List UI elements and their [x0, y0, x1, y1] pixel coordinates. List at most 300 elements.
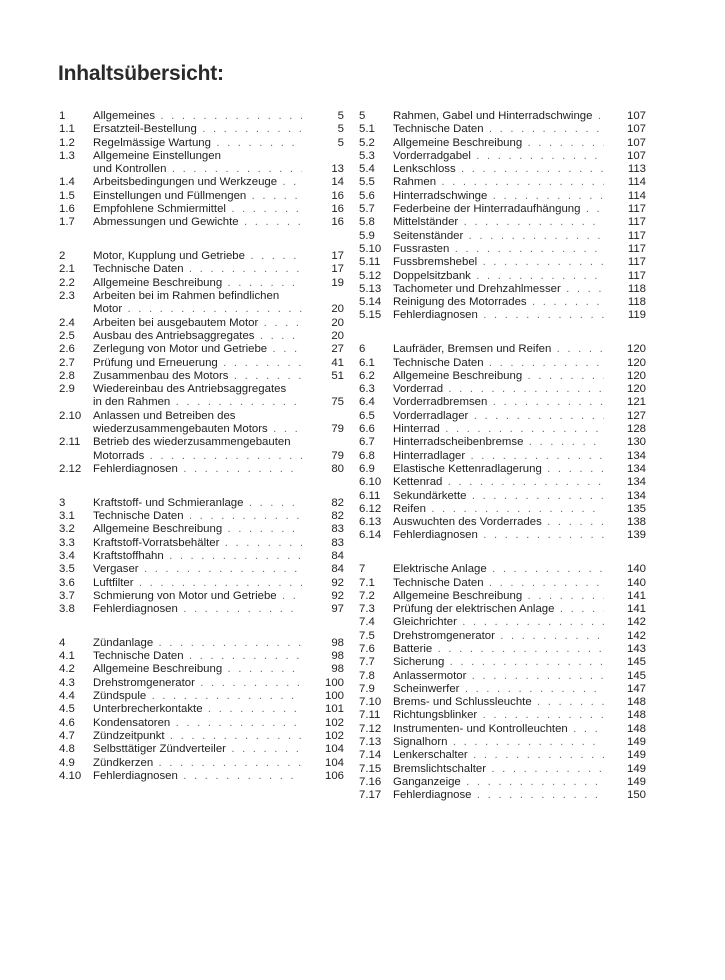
toc-entry-number: 5.4	[359, 163, 375, 176]
toc-entry-title: Technische Daten . . .	[393, 577, 604, 590]
toc-entry-number: 4.9	[59, 756, 75, 769]
toc-entry	[56, 290, 344, 317]
toc-entry	[56, 137, 344, 150]
toc-entry-page: 140	[626, 576, 646, 589]
toc-entry-page: 141	[626, 589, 646, 602]
toc-entry	[356, 590, 646, 603]
toc-entry-title: Zündkerzen . . .	[93, 757, 302, 770]
toc-entry-number: 5.7	[359, 203, 375, 216]
toc-entry-page: 142	[626, 629, 646, 642]
toc-entry	[56, 203, 344, 216]
toc-entry-number: 2.7	[59, 356, 75, 369]
toc-entry-page: 79	[331, 449, 344, 462]
toc-entry-number: 1.7	[59, 216, 75, 229]
toc-entry-title: Reifen . . .	[393, 503, 604, 516]
toc-entry	[356, 283, 646, 296]
toc-entry-number: 1.3	[59, 149, 75, 162]
toc-entry-title: Arbeiten bei ausgebautem Motor . . .	[93, 317, 302, 330]
toc-entry-number: 3.3	[59, 536, 75, 549]
toc-entry	[56, 650, 344, 663]
toc-entry-number: 3.2	[59, 523, 75, 536]
toc-entry	[56, 690, 344, 703]
toc-entry-number: 2.9	[59, 383, 75, 396]
toc-section	[56, 637, 344, 783]
toc-entry-page: 20	[331, 329, 344, 342]
toc-entry-number: 5.5	[359, 176, 375, 189]
toc-entry	[356, 203, 646, 216]
toc-entry-number: 7.14	[359, 749, 382, 762]
toc-entry-number: 7.2	[359, 589, 375, 602]
toc-section	[56, 497, 344, 617]
toc-entry	[56, 436, 344, 463]
toc-entry-title: Empfohlene Schmiermittel . . .	[93, 203, 302, 216]
toc-entry	[356, 176, 646, 189]
toc-entry-page: 127	[626, 409, 646, 422]
toc-entry-title: Allgemeine Einstellungen	[93, 149, 221, 162]
toc-entry	[56, 150, 344, 177]
toc-entry-number: 4.7	[59, 729, 75, 742]
toc-entry-number: 4.2	[59, 663, 75, 676]
toc-entry-page: 107	[626, 136, 646, 149]
toc-entry-number: 2.6	[59, 343, 75, 356]
toc-entry-title: Vorderradlager . . .	[393, 410, 604, 423]
toc-entry-number: 7.5	[359, 629, 375, 642]
toc-entry-page: 84	[331, 549, 344, 562]
toc-section	[356, 343, 646, 542]
toc-entry	[56, 383, 344, 410]
toc-entry-page: 148	[626, 696, 646, 709]
toc-entry-number: 6.4	[359, 396, 375, 409]
toc-entry-title: Fehlerdiagnosen . . .	[393, 529, 604, 542]
toc-entry-title: Prüfung der elektrischen Anlage . . .	[393, 603, 604, 616]
toc-entry-number: 1.4	[59, 176, 75, 189]
toc-entry	[56, 637, 344, 650]
toc-entry-title: Allgemeine Beschreibung . . .	[393, 370, 604, 383]
toc-entry-page: 92	[331, 576, 344, 589]
toc-entry-title: Fehlerdiagnosen . . .	[393, 309, 604, 322]
toc-entry-page: 75	[331, 396, 344, 409]
toc-entry	[356, 696, 646, 709]
toc-entry	[56, 343, 344, 356]
toc-entry	[356, 736, 646, 749]
toc-entry	[56, 110, 344, 123]
toc-entry	[56, 510, 344, 523]
toc-entry	[356, 410, 646, 423]
toc-entry-title: Arbeitsbedingungen und Werkzeuge . . .	[93, 176, 302, 189]
toc-entry	[56, 770, 344, 783]
toc-entry-page: 134	[626, 489, 646, 502]
toc-entry-page: 19	[331, 276, 344, 289]
toc-entry-number: 6.3	[359, 383, 375, 396]
toc-entry-number: 1	[59, 110, 66, 122]
toc-entry-page: 13	[331, 163, 344, 176]
toc-entry-page: 5	[337, 110, 344, 122]
toc-entry-title: Technische Daten . . .	[93, 650, 302, 663]
toc-entry-number: 5	[359, 110, 366, 122]
toc-entry-title: Drehstromgenerator . . .	[93, 677, 302, 690]
toc-entry	[356, 516, 646, 529]
toc-entry-number: 2.4	[59, 316, 75, 329]
toc-entry	[356, 656, 646, 669]
toc-entry-page: 148	[626, 709, 646, 722]
toc-entry-title: Zerlegung von Motor und Getriebe . . .	[93, 343, 302, 356]
toc-entry-page: 134	[626, 462, 646, 475]
toc-entry	[56, 523, 344, 536]
toc-entry-title: Allgemeine Beschreibung . . .	[93, 663, 302, 676]
toc-entry-title: Fehlerdiagnosen . . .	[93, 463, 302, 476]
toc-entry-title: Kraftstoff-Vorratsbehälter . . .	[93, 537, 302, 550]
toc-entry-title: Vergaser . . .	[93, 563, 302, 576]
toc-entry-page: 147	[626, 682, 646, 695]
toc-entry	[356, 436, 646, 449]
toc-entry-number: 7.17	[359, 789, 382, 802]
toc-entry	[356, 563, 646, 576]
toc-entry	[356, 577, 646, 590]
toc-entry-number: 5.12	[359, 269, 382, 282]
toc-entry-page: 20	[331, 303, 344, 316]
toc-entry-title: Hinterradlager . . .	[393, 450, 604, 463]
toc-entry	[356, 309, 646, 322]
toc-entry	[56, 463, 344, 476]
toc-entry-number: 6.14	[359, 529, 382, 542]
toc-entry-number: 7.11	[359, 709, 381, 722]
toc-entry	[356, 749, 646, 762]
toc-entry-title: Fehlerdiagnosen . . .	[93, 603, 302, 616]
toc-entry	[56, 663, 344, 676]
toc-entry	[356, 503, 646, 516]
toc-entry	[356, 163, 646, 176]
toc-entry-title: Signalhorn . . .	[393, 736, 604, 749]
toc-entry-title: Technische Daten . . .	[93, 263, 302, 276]
toc-entry-page: 117	[627, 242, 646, 255]
page-title: Inhaltsübersicht:	[58, 62, 224, 85]
toc-entry-number: 6	[359, 343, 366, 356]
toc-entry-title: Rahmen, Gabel und Hinterradschwinge . . .	[393, 110, 604, 123]
toc-entry-number: 2.11	[59, 436, 81, 449]
toc-entry	[356, 709, 646, 722]
toc-entry	[356, 357, 646, 370]
toc-entry-title: Unterbrecherkontakte . . .	[93, 703, 302, 716]
toc-entry-number: 4.1	[59, 650, 75, 663]
toc-entry-number: 6.8	[359, 449, 375, 462]
toc-entry-number: 7.1	[359, 576, 375, 589]
toc-entry-page: 145	[626, 656, 646, 669]
toc-entry-page: 5	[337, 123, 344, 136]
toc-entry-title: Zündanlage . . .	[93, 637, 302, 650]
toc-entry	[356, 230, 646, 243]
toc-entry-title: Selbsttätiger Zündverteiler . . .	[93, 743, 302, 756]
toc-entry-number: 5.15	[359, 309, 382, 322]
toc-entry-title: Seitenständer . . .	[393, 230, 604, 243]
toc-entry-number: 2.1	[59, 263, 75, 276]
toc-entry-page: 102	[324, 716, 344, 729]
toc-entry-page: 107	[626, 123, 646, 136]
toc-entry-page: 134	[626, 476, 646, 489]
toc-entry-number: 4.8	[59, 743, 75, 756]
toc-column-right	[356, 110, 646, 823]
toc-entry-title: Ganganzeige . . .	[393, 776, 604, 789]
toc-entry-number: 3	[59, 496, 66, 509]
toc-entry	[356, 423, 646, 436]
toc-entry-page: 150	[626, 789, 646, 802]
toc-entry-page: 117	[627, 203, 646, 216]
toc-entry-page: 149	[626, 762, 646, 775]
toc-entry-title: Zündzeitpunkt . . .	[93, 730, 302, 743]
toc-entry-number: 3.8	[59, 603, 75, 616]
toc-entry	[56, 677, 344, 690]
toc-entry-page: 149	[626, 736, 646, 749]
toc-entry	[356, 343, 646, 356]
toc-entry-number: 3.7	[59, 589, 75, 602]
toc-section	[356, 110, 646, 323]
toc-entry-title: Drehstromgenerator . . .	[393, 630, 604, 643]
toc-entry-page: 16	[331, 203, 344, 216]
toc-entry-page: 84	[331, 563, 344, 576]
toc-entry	[356, 137, 646, 150]
toc-entry-number: 6.1	[359, 356, 375, 369]
toc-entry	[56, 317, 344, 330]
toc-entry-title: Hinterradscheibenbremse . . .	[393, 436, 604, 449]
toc-entry	[356, 616, 646, 629]
toc-entry	[356, 450, 646, 463]
toc-entry-page: 79	[331, 423, 344, 436]
toc-entry	[56, 216, 344, 229]
toc-entry-page: 120	[626, 383, 646, 396]
toc-entry-title: Allgemeine Beschreibung . . .	[393, 590, 604, 603]
toc-entry-number: 5.14	[359, 296, 382, 309]
toc-entry-number: 4.10	[59, 769, 82, 782]
toc-entry	[356, 463, 646, 476]
toc-entry-page: 92	[331, 589, 344, 602]
toc-entry-page: 119	[627, 309, 646, 322]
toc-entry-number: 7.8	[359, 669, 375, 682]
toc-entry-title: Richtungsblinker . . .	[393, 709, 604, 722]
toc-entry	[56, 757, 344, 770]
toc-entry-title: Fussbremshebel . . .	[393, 256, 604, 269]
toc-entry-number: 6.12	[359, 502, 382, 515]
toc-entry-page: 117	[627, 256, 646, 269]
toc-entry-title: Anlassen und Betreiben des	[93, 409, 236, 422]
toc-entry-title: Schmierung von Motor und Getriebe . . .	[93, 590, 302, 603]
toc-entry-title: Allgemeine Beschreibung . . .	[393, 137, 604, 150]
toc-entry-page: 113	[627, 163, 646, 176]
toc-entry	[356, 190, 646, 203]
toc-entry-title: Tachometer und Drehzahlmesser . . .	[393, 283, 604, 296]
toc-entry	[356, 763, 646, 776]
toc-entry-page: 5	[337, 136, 344, 149]
toc-entry-number: 2	[59, 250, 66, 263]
toc-entry-number: 1.1	[59, 123, 75, 136]
toc-entry	[56, 590, 344, 603]
toc-entry-title: Gleichrichter . . .	[393, 616, 604, 629]
toc-entry-title: Motorrads . . .	[93, 450, 302, 463]
toc-entry-number: 5.10	[359, 242, 382, 255]
toc-entry	[356, 370, 646, 383]
toc-entry-number: 2.12	[59, 462, 82, 475]
toc-entry-title: Reinigung des Motorrades . . .	[393, 296, 604, 309]
toc-entry-number: 5.13	[359, 282, 382, 295]
toc-entry-number: 7.10	[359, 696, 382, 709]
toc-entry	[356, 216, 646, 229]
toc-entry	[356, 296, 646, 309]
toc-entry-title: Brems- und Schlussleuchte . . .	[393, 696, 604, 709]
toc-entry-page: 148	[626, 722, 646, 735]
toc-entry-title: Ersatzteil-Bestellung . . .	[93, 123, 302, 136]
toc-section	[56, 110, 344, 230]
toc-entry	[356, 476, 646, 489]
toc-entry-title: Fehlerdiagnosen . . .	[93, 770, 302, 783]
toc-entry	[56, 603, 344, 616]
toc-entry	[56, 330, 344, 343]
toc-section	[356, 563, 646, 802]
toc-entry-page: 106	[324, 769, 344, 782]
toc-entry-title: Regelmässige Wartung . . .	[93, 137, 302, 150]
toc-entry	[356, 630, 646, 643]
toc-entry-page: 104	[324, 743, 344, 756]
toc-entry-page: 121	[626, 396, 646, 409]
toc-entry	[56, 123, 344, 136]
toc-entry-title: in den Rahmen . . .	[93, 396, 302, 409]
toc-section	[56, 250, 344, 476]
toc-entry-number: 7.7	[359, 656, 375, 669]
toc-entry-number: 5.1	[359, 123, 375, 136]
toc-entry-page: 98	[331, 650, 344, 663]
toc-entry-page: 130	[626, 436, 646, 449]
toc-entry	[56, 190, 344, 203]
toc-entry-title: Vorderradbremsen . . .	[393, 396, 604, 409]
toc-entry-page: 139	[626, 529, 646, 542]
toc-entry-page: 100	[324, 690, 344, 703]
toc-entry-number: 6.11	[359, 489, 381, 502]
toc-entry	[356, 396, 646, 409]
toc-entry-page: 145	[626, 669, 646, 682]
toc-entry-page: 117	[627, 216, 646, 229]
toc-entry	[56, 730, 344, 743]
toc-entry-number: 6.6	[359, 423, 375, 436]
toc-entry	[356, 123, 646, 136]
toc-entry-page: 114	[627, 176, 646, 189]
toc-entry-title: Kraftstoff- und Schmieranlage . . .	[93, 497, 302, 510]
toc-entry-title: Motor . . .	[93, 303, 302, 316]
toc-entry-title: wiederzusammengebauten Motors . . .	[93, 423, 302, 436]
toc-entry-title: Kettenrad . . .	[393, 476, 604, 489]
toc-entry-title: Betrieb des wiederzusammengebauten	[93, 436, 291, 449]
toc-column-left	[56, 110, 344, 804]
toc-entry	[356, 683, 646, 696]
toc-entry-page: 149	[626, 775, 646, 788]
toc-entry-number: 2.5	[59, 329, 75, 342]
toc-entry-page: 114	[627, 189, 646, 202]
toc-entry-number: 2.8	[59, 369, 75, 382]
toc-entry-title: Anlassermotor . . .	[393, 670, 604, 683]
toc-entry-number: 7.3	[359, 603, 375, 616]
toc-entry	[356, 670, 646, 683]
toc-entry-number: 2.10	[59, 409, 82, 422]
toc-entry-title: Hinterradschwinge . . .	[393, 190, 604, 203]
toc-entry-title: Elektrische Anlage . . .	[393, 563, 604, 576]
toc-entry-page: 120	[626, 356, 646, 369]
toc-entry-title: Auswuchten des Vorderrades . . .	[393, 516, 604, 529]
toc-entry-title: Fehlerdiagnose . . .	[393, 789, 604, 802]
toc-entry-page: 118	[627, 282, 646, 295]
toc-entry-title: Kondensatoren . . .	[93, 717, 302, 730]
toc-entry-page: 83	[331, 536, 344, 549]
toc-entry-number: 2.3	[59, 290, 75, 303]
toc-entry-page: 51	[331, 369, 344, 382]
toc-entry-page: 27	[331, 343, 344, 356]
toc-entry-number: 7.4	[359, 616, 375, 629]
toc-entry	[56, 717, 344, 730]
toc-entry-title: Allgemeine Beschreibung . . .	[93, 277, 302, 290]
toc-entry-page: 98	[331, 636, 344, 649]
toc-entry-title: Hinterrad . . .	[393, 423, 604, 436]
toc-entry-number: 6.5	[359, 409, 375, 422]
toc-entry-number: 4.6	[59, 716, 75, 729]
toc-entry	[56, 537, 344, 550]
toc-entry	[56, 250, 344, 263]
toc-entry-page: 118	[627, 296, 646, 309]
toc-entry-number: 4.3	[59, 676, 75, 689]
toc-entry	[356, 789, 646, 802]
toc-entry-page: 107	[626, 110, 646, 122]
toc-entry-title: und Kontrollen . . .	[93, 163, 302, 176]
toc-entry-title: Sicherung . . .	[393, 656, 604, 669]
toc-entry-title: Scheinwerfer . . .	[393, 683, 604, 696]
toc-entry-title: Elastische Kettenradlagerung . . .	[393, 463, 604, 476]
toc-entry	[56, 277, 344, 290]
toc-entry-page: 102	[324, 729, 344, 742]
toc-entry-title: Bremslichtschalter . . .	[393, 763, 604, 776]
toc-entry-number: 5.2	[359, 136, 375, 149]
toc-entry-page: 140	[626, 563, 646, 576]
toc-entry-number: 3.4	[59, 549, 75, 562]
toc-entry-title: Zündspule . . .	[93, 690, 302, 703]
toc-entry-title: Lenkschloss . . .	[393, 163, 604, 176]
toc-entry	[56, 563, 344, 576]
toc-entry-page: 82	[331, 510, 344, 523]
toc-entry-number: 6.2	[359, 369, 375, 382]
toc-entry-title: Prüfung und Erneuerung . . .	[93, 357, 302, 370]
toc-entry-number: 4.5	[59, 703, 75, 716]
toc-entry-title: Wiedereinbau des Antriebsaggregates	[93, 383, 287, 396]
toc-entry-title: Laufräder, Bremsen und Reifen . . .	[393, 343, 604, 356]
toc-entry-number: 1.2	[59, 136, 75, 149]
toc-entry-number: 3.5	[59, 563, 75, 576]
toc-entry-number: 5.9	[359, 229, 375, 242]
toc-entry	[56, 370, 344, 383]
toc-entry	[56, 577, 344, 590]
toc-entry	[356, 776, 646, 789]
toc-entry-title: Luftfilter . . .	[93, 577, 302, 590]
toc-entry	[356, 383, 646, 396]
toc-entry-title: Technische Daten . . .	[93, 510, 302, 523]
toc-entry-number: 2.2	[59, 276, 75, 289]
toc-entry-number: 7.16	[359, 775, 382, 788]
toc-entry-page: 20	[331, 316, 344, 329]
toc-entry	[56, 357, 344, 370]
toc-entry-title: Vorderrad . . .	[393, 383, 604, 396]
toc-entry-page: 17	[331, 250, 344, 263]
toc-entry-title: Instrumenten- und Kontrolleuchten . . .	[393, 723, 604, 736]
toc-entry-number: 5.3	[359, 149, 375, 162]
toc-entry-page: 142	[626, 616, 646, 629]
toc-entry	[356, 110, 646, 123]
toc-entry-title: Mittelständer . . .	[393, 216, 604, 229]
toc-entry-page: 141	[626, 603, 646, 616]
toc-entry-title: Allgemeine Beschreibung . . .	[93, 523, 302, 536]
toc-entry-page: 98	[331, 663, 344, 676]
toc-entry-page: 100	[324, 676, 344, 689]
